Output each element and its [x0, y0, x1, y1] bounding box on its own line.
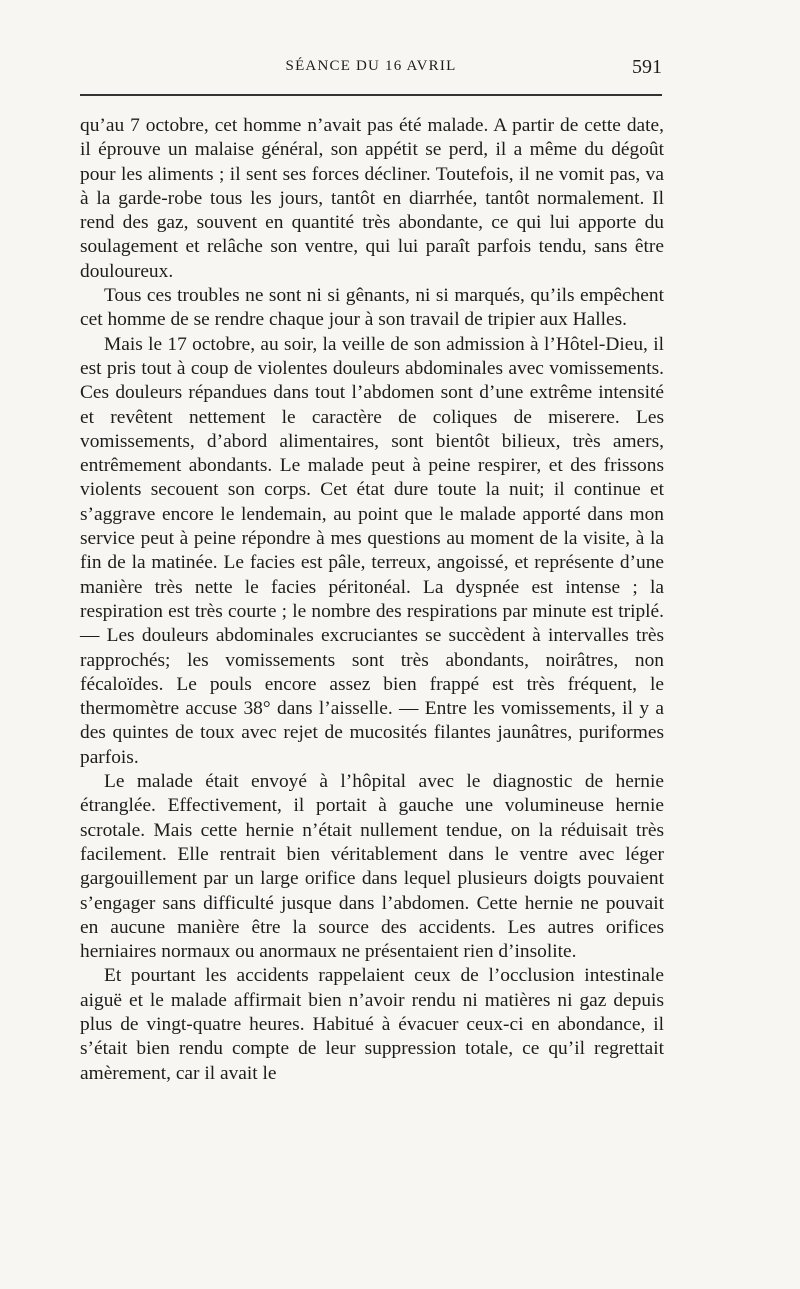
paragraph: Et pourtant les accidents rappelaient ceux de l’occlusion intestinale aiguë et le malade affirmait bien n’avoir rendu ni matières ni gaz depuis plus de vingt-quatre heures. Habitué à évacuer ceux-ci en abondance, il s’était bien rendu compte de leur suppression totale, ce qu’il regrettait amèrement, car il avait le [80, 965, 664, 1084]
paragraph: Tous ces troubles ne sont ni si gênants, ni si marqués, qu’ils empêchent cet homme de se rendre chaque jour à son travail de tripier aux Halles. [80, 285, 664, 331]
paragraph: qu’au 7 octobre, cet homme n’avait pas été malade. A partir de cette date, il éprouve un malaise général, son appétit se perd, il a même du dégoût pour les aliments ; il sent ses forces décliner. Toutefois, il ne vomit pas, va à la garde-robe tous les jours, tantôt en diarrhée, tantôt normalement. Il rend des gaz, souvent en quantité très abondante, ce qui lui apporte du soulagement et relâche son ventre, qui lui paraît parfois tendu, sans être douloureux. [80, 115, 664, 282]
paragraph: Mais le 17 octobre, au soir, la veille de son admission à l’Hôtel-Dieu, il est pris tout à coup de violentes douleurs abdominales avec vomissements. Ces douleurs répandues dans tout l’abdomen sont d’une extrême intensité et revêtent nettement le caractère de coliques de miserere. Les vomissements, d’abord alimentaires, sont bientôt bilieux, très amers, entrêmement abondants. Le malade peut à peine respirer, et des frissons violents secouent son corps. Cet état dure toute la nuit; il continue et s’aggrave encore le lendemain, au point que le malade apporté dans mon service peut à peine répondre à mes questions au moment de la visite, à la fin de la matinée. Le facies est pâle, terreux, angoissé, et représente d’une manière très nette le facies péritonéal. La dyspnée est intense ; la respiration est très courte ; le nombre des respirations par minute est triplé. — Les douleurs abdominales excruciantes se succèdent à intervalles très rapprochés; les vomissements sont très abondants, noirâtres, non fécaloïdes. Le pouls encore assez bien frappé est très fréquent, le thermomètre accuse 38° dans l’aisselle. — Entre les vomissements, il y a des quintes de toux avec rejet de mucosités filantes jaunâtres, puriformes parfois. [80, 333, 664, 768]
paragraph: Le malade était envoyé à l’hôpital avec le diagnostic de hernie étranglée. Effectivement, il portait à gauche une volumineuse hernie scrotale. Mais cette hernie n’était nullement tendue, on la réduisait très facilement. Elle rentrait bien véritablement dans le ventre avec léger gargouillement par un large orifice dans lequel plusieurs doigts pouvaient s’engager sans difficulté jusque dans l’abdomen. Cette hernie ne pouvait en aucune manière être la source des accidents. Les autres orifices herniaires normaux ou anormaux ne présentaient rien d’insolite. [80, 771, 664, 963]
running-head [80, 58, 662, 82]
running-title: SÉANCE DU 16 AVRIL [285, 58, 457, 74]
body-text [80, 114, 664, 1086]
page-number: 591 [632, 56, 662, 78]
header-rule [80, 94, 662, 96]
